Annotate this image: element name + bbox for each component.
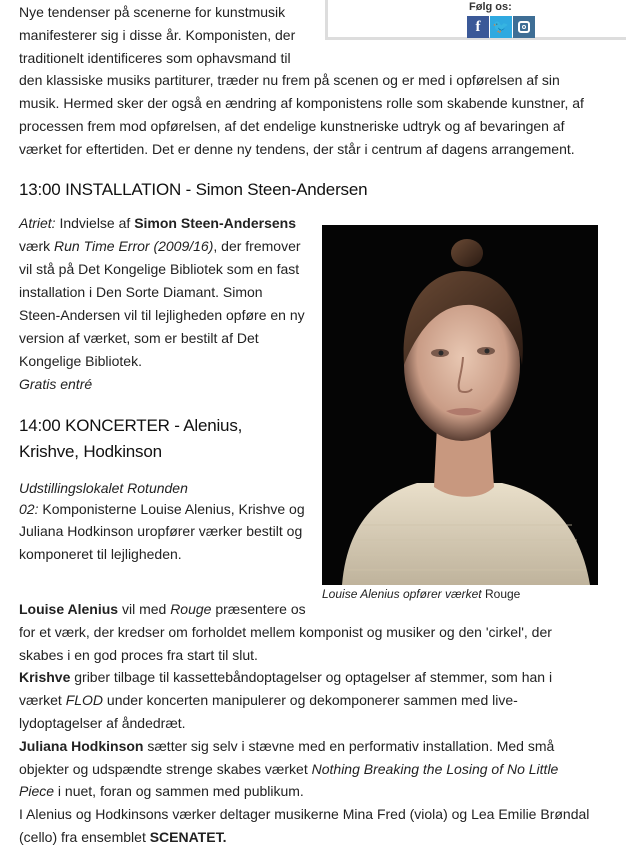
musicians-line: I Alenius og Hodkinsons værker deltager musikerne Mina Fred (viola) og Lea Emilie Brøndal	[19, 806, 590, 822]
portrait-illustration	[322, 225, 598, 585]
alenius-work: Rouge	[170, 601, 212, 617]
installation-heading: 13:00 INSTALLATION - Simon Steen-Andersen	[19, 180, 368, 199]
krishve-work: FLOD	[65, 692, 104, 708]
installation-line	[19, 212, 296, 235]
details-text-part: i nuet, foran og sammen med publikum.	[54, 783, 304, 799]
installation-free-entry	[19, 373, 92, 396]
concerts-heading-line2: Krishve, Hodkinson	[19, 442, 162, 461]
installation-text-part: værk	[19, 238, 54, 254]
instagram-glyph	[518, 21, 530, 33]
installation-artist: Simon Steen-Andersens	[134, 215, 297, 231]
caption-text: Louise Alenius opfører værket	[322, 587, 482, 601]
concerts-line: komponeret til lejligheden.	[19, 546, 182, 562]
concerts-heading-line1: 14:00 KONCERTER - Alenius,	[19, 416, 243, 435]
installation-work: Run Time Error (2009/16)	[54, 238, 214, 254]
hodkinson-line	[19, 758, 558, 781]
intro-line: processen frem mod opførelsen, af det endelige kunstneriske udtryk og af bevaringen af	[19, 118, 565, 134]
installation-line: Steen-Andersen vil til lejligheden opføre en ny	[19, 307, 305, 323]
concerts-line	[19, 498, 305, 521]
installation-location: Atriet:	[19, 215, 56, 231]
concerts-venue	[19, 477, 188, 500]
concerts-text-part: Komponisterne Louise Alenius, Krishve og	[38, 501, 305, 517]
hodkinson-work: Nothing Breaking the Losing of No Little	[311, 761, 559, 777]
alenius-name: Louise Alenius	[19, 601, 119, 617]
krishve-line	[19, 666, 552, 689]
intro-line: traditionelt identificeres som ophavsmand til	[19, 50, 291, 66]
caption-work: Rouge	[481, 587, 521, 601]
hodkinson-work: Piece	[19, 783, 55, 799]
installation-line	[19, 235, 301, 258]
installation-line: Kongelige Bibliotek.	[19, 353, 142, 369]
details-text-part: værket	[19, 692, 66, 708]
alenius-line: skabes i en god proces fra start til slut.	[19, 647, 258, 663]
social-icons	[467, 16, 535, 38]
intro-line: Nye tendenser på scenerne for kunstmusik	[19, 4, 286, 20]
installation-line: installation i Den Sorte Diamant. Simon	[19, 284, 263, 300]
details-text-part: vil med	[118, 601, 171, 617]
details-text-part: under koncerten manipulerer og dekomponerer sammen med live-	[103, 692, 518, 708]
installation-text-part: Indvielse af	[55, 215, 135, 231]
intro-line: manifesterer sig i disse år. Komponisten, der	[19, 27, 296, 43]
photo-caption	[322, 587, 520, 601]
concerts-room: 02:	[19, 501, 39, 517]
hodkinson-name: Juliana Hodkinson	[19, 738, 144, 754]
concerts-line: Juliana Hodkinson uropfører værker bestilt og	[19, 523, 303, 539]
krishve-name: Krishve	[19, 669, 71, 685]
krishve-line: lydoptagelser af åndedræt.	[19, 715, 186, 731]
intro-line: den klassiske musiks partiturer, træder nu frem på scenen og er med i opførelsen af sin	[19, 72, 560, 88]
hodkinson-line	[19, 780, 304, 803]
hodkinson-line	[19, 735, 554, 758]
installation-line: version af værket, som er bestilt af Det	[19, 330, 259, 346]
details-text-part: præsentere os	[211, 601, 306, 617]
alenius-line: for et værk, der kredser om forholdet mellem komponist og musiker og den 'cirkel', der	[19, 624, 552, 640]
installation-text-part: , der fremover	[213, 238, 301, 254]
details-text-part: objekter og udspændte strenge skabes værket	[19, 761, 312, 777]
follow-label: Følg os:	[469, 1, 512, 13]
twitter-icon[interactable]: 🐦	[490, 16, 512, 38]
intro-line: musik. Hermed sker der også en ændring af komponistens rolle som skabende kunstner, af	[19, 95, 584, 111]
musicians-line	[19, 826, 226, 849]
instagram-icon[interactable]	[513, 16, 535, 38]
free-entry-text: Gratis entré	[19, 376, 93, 392]
details-text-part: (cello) fra ensemblet	[19, 829, 150, 845]
ensemble-name: SCENATET.	[149, 829, 227, 845]
krishve-line	[19, 689, 518, 712]
installation-line: vil stå på Det Kongelige Bibliotek som en fast	[19, 261, 300, 277]
details-text-part: sætter sig selv i stævne med en performativ installation. Med små	[143, 738, 555, 754]
intro-line: værket for eftertiden. Det er denne ny tendens, der står i centrum af dagens arrangement.	[19, 141, 575, 157]
social-follow-box	[325, 0, 626, 40]
alenius-line	[19, 598, 306, 621]
details-text-part: griber tilbage til kassettebåndoptagelser og optagelser af stemmer, som han i	[70, 669, 553, 685]
venue-text: Udstillingslokalet Rotunden	[19, 480, 188, 496]
facebook-icon[interactable]: f	[467, 16, 489, 38]
portrait-photo	[322, 225, 598, 585]
